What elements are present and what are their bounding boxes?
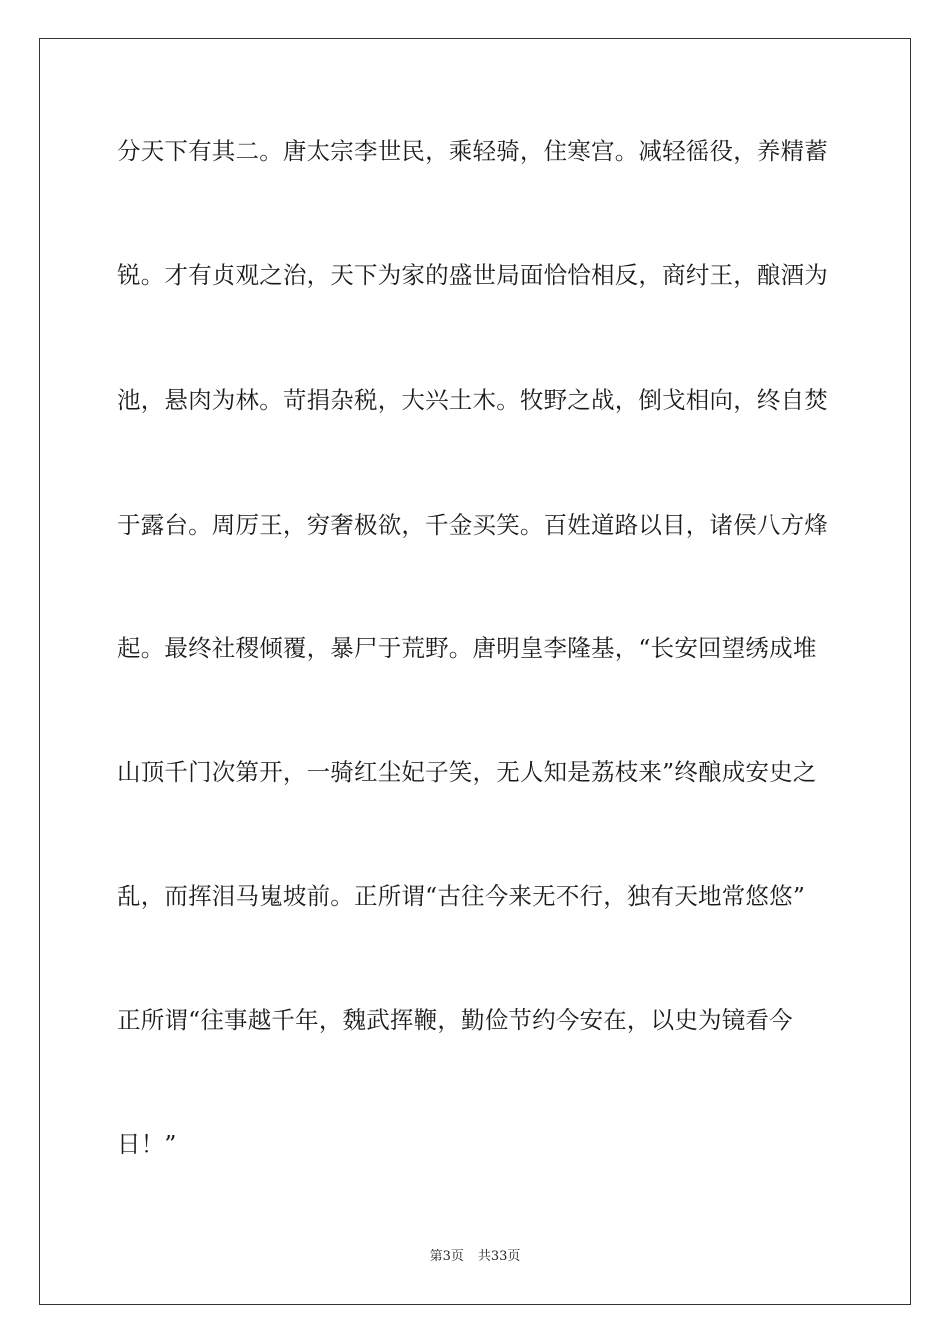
body-text-line: 正所谓“往事越千年，魏武挥鞭，勤俭节约今安在，以史为镜看今 xyxy=(117,1006,793,1034)
body-text-line: 分天下有其二。唐太宗李世民，乘轻骑，住寒宫。减轻徭役，养精蓄 xyxy=(117,137,828,165)
page-border xyxy=(39,38,911,1305)
body-text-line: 山顶千门次第开，一骑红尘妃子笑，无人知是荔枝来”终酿成安史之 xyxy=(117,758,817,786)
page-footer xyxy=(0,1248,950,1266)
body-text-line: 锐。才有贞观之治，天下为家的盛世局面恰恰相反，商纣王，酿酒为 xyxy=(117,261,828,289)
body-text-line: 起。最终社稷倾覆，暴尸于荒野。唐明皇李隆基，“长安回望绣成堆 xyxy=(117,634,817,662)
body-text-line: 乱，而挥泪马嵬坡前。正所谓“古往今来无不行，独有天地常悠悠” xyxy=(117,882,806,910)
body-text-line: 于露台。周厉王，穷奢极欲，千金买笑。百姓道路以目，诸侯八方烽 xyxy=(117,511,828,539)
body-text-line: 日！” xyxy=(117,1130,177,1158)
body-text-line: 池，悬肉为林。苛捐杂税，大兴土木。牧野之战，倒戈相向，终自焚 xyxy=(117,386,828,414)
total-pages: 共33页 xyxy=(477,1249,521,1264)
page-number: 第3页 xyxy=(429,1249,464,1264)
